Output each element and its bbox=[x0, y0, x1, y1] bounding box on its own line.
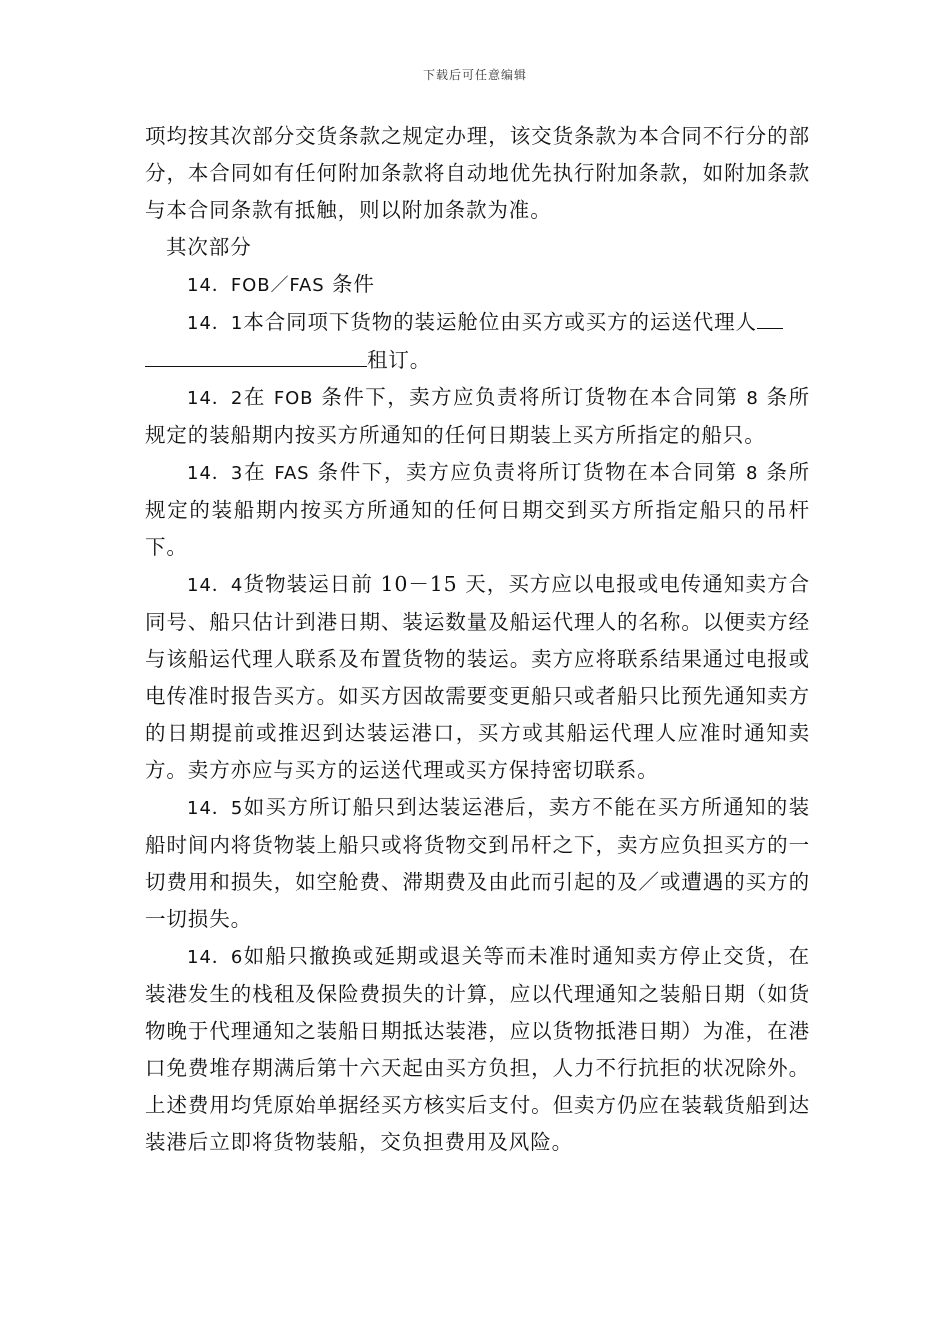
clause-code: FAS bbox=[274, 463, 310, 484]
clause-ref-number: 8 bbox=[745, 463, 759, 484]
page-header: 下载后可任意编辑 bbox=[422, 68, 527, 82]
clause-14-1 bbox=[145, 304, 810, 379]
clause-text: 如买方所订船只到达装运港后，卖方不能在买方所通知的装船时间内将货物装上船只或将货物交到吊杆之下，卖方应负担买方的一切费用和损失，如空舱费、滞期费及由此而引起的及／或遭遇的买方的一切损失。 bbox=[145, 795, 810, 931]
clause-number: 14．6 bbox=[187, 947, 244, 968]
blank-line bbox=[145, 346, 367, 367]
clause-number: 14．5 bbox=[187, 798, 244, 819]
clause-text: 条件下，卖方应负责将所订货物在本合同第 bbox=[317, 460, 738, 484]
clause-text: 货物装运日前 10－15 天，买方应以电报或电传通知卖方合同号、船只估计到港日期、装运数量及船运代理人的名称。以便卖方经与该船运代理人联系及布置货物的装运。卖方应将联系结果通过电报或电传准时报告买方。如买方因故需要变更船只或者船只比预先通知卖方的日期提前或推迟到达装运港口，买方或其船运代理人应准时通知卖方。卖方亦应与买方的运送代理或买方保持密切联系。 bbox=[145, 572, 810, 782]
clause-text: 条件下，卖方应负责将所订货物在本合同第 bbox=[321, 385, 739, 409]
clause-14-5 bbox=[145, 789, 810, 938]
clause-14-3 bbox=[145, 454, 810, 566]
blank-line bbox=[757, 308, 783, 329]
clause-number: 14．3 bbox=[187, 463, 244, 484]
clause-suffix: 租订。 bbox=[367, 348, 432, 372]
clause-14-4 bbox=[145, 566, 810, 789]
clause-text: 条所规定的装船期内按买方所通知的任何日期装上买方所指定的船只。 bbox=[145, 385, 810, 447]
document-body bbox=[145, 118, 810, 1161]
clause-14-6 bbox=[145, 938, 810, 1161]
clause-text: 如船只撤换或延期或退关等而未准时通知卖方停止交货，在装港发生的栈租及保险费损失的计算，应以代理通知之装船日期（如货物晚于代理通知之装船日期抵达装港，应以货物抵港日期）为准，在港口免费堆存期满后第十六天起由买方负担，人力不行抗拒的状况除外。上述费用均凭原始单据经买方核实后支付。但卖方仍应在装载货船到达装港后立即将货物装船，交负担费用及风险。 bbox=[145, 944, 810, 1154]
clause-14-heading bbox=[145, 266, 810, 304]
clause-text: 在 bbox=[243, 385, 266, 409]
clause-number: 14． bbox=[187, 275, 231, 296]
clause-code: FOB bbox=[273, 388, 314, 409]
clause-title: 条件 bbox=[331, 272, 375, 296]
clause-ref-number: 8 bbox=[746, 388, 759, 409]
clause-number: 14．1 bbox=[187, 313, 244, 334]
clause-number: 14．2 bbox=[187, 388, 244, 409]
section-title: 其次部分 bbox=[166, 235, 252, 259]
clause-14-2 bbox=[145, 379, 810, 454]
clause-code: FOB／FAS bbox=[230, 275, 325, 296]
clause-text: 本合同项下货物的装运舱位由买方或买方的运送代理人 bbox=[243, 310, 757, 334]
intro-paragraph: 项均按其次部分交货条款之规定办理，该交货条款为本合同不行分的部分，本合同如有任何附加条款将自动地优先执行附加条款，如附加条款与本合同条款有抵触，则以附加条款为准。 bbox=[145, 124, 810, 222]
clause-number: 14．4 bbox=[187, 575, 244, 596]
clause-text: 条所规定的装船期内按买方所通知的任何日期交到买方所指定船只的吊杆下。 bbox=[145, 460, 811, 559]
clause-text: 在 bbox=[243, 460, 267, 484]
